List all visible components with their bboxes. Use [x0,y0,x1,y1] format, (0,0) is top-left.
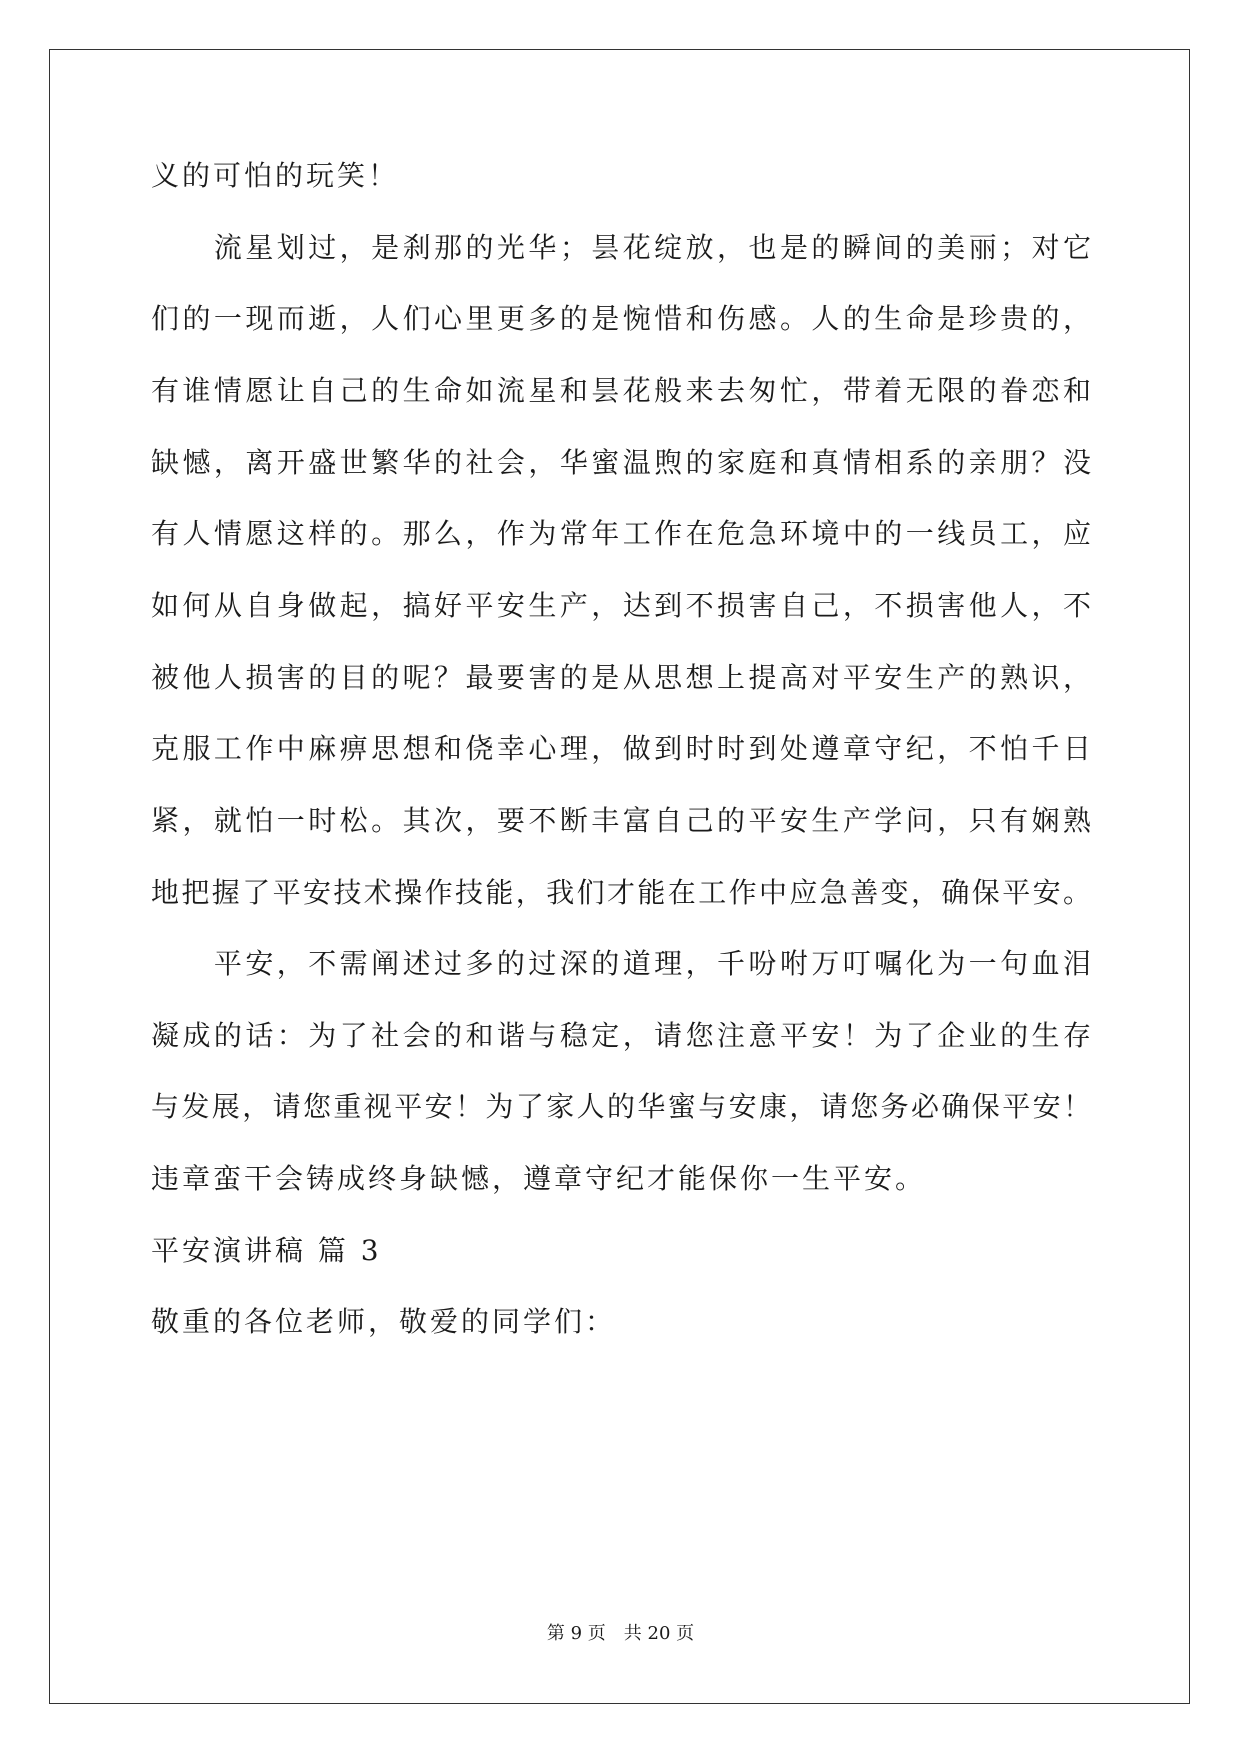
paragraph-line: 有谁情愿让自己的生命如流星和昙花般来去匆忙，带着无限的眷恋和 [151,374,1091,407]
paragraph-line: 如何从自身做起，搞好平安生产，达到不损害自己，不损害他人，不 [151,589,1091,622]
salutation-line: 敬重的各位老师，敬爱的同学们： [151,1305,617,1338]
paragraph-line: 地把握了平安技术操作技能，我们才能在工作中应急善变，确保平安。 [151,876,1091,909]
page-footer [0,1622,1241,1646]
text-line: 义的可怕的玩笑！ [151,159,400,192]
paragraph-line: 被他人损害的目的呢？最要害的是从思想上提高对平安生产的熟识， [151,661,1091,694]
paragraph-line: 流星划过，是刹那的光华；昙花绽放，也是的瞬间的美丽；对它 [151,231,1091,264]
paragraph-line: 平安，不需阐述过多的过深的道理，千吩咐万叮嘱化为一句血泪 [151,947,1091,980]
page-number-label: 第 9 页 共 20 页 [546,1623,695,1644]
paragraph-line: 违章蛮干会铸成终身缺憾，遵章守纪才能保你一生平安。 [151,1162,927,1195]
paragraph-line: 紧，就怕一时松。其次，要不断丰富自己的平安生产学问，只有娴熟 [151,804,1091,837]
paragraph-line: 有人情愿这样的。那么，作为常年工作在危急环境中的一线员工，应 [151,517,1091,550]
paragraph-line: 缺憾，离开盛世繁华的社会，华蜜温煦的家庭和真情相系的亲朋？没 [151,446,1091,479]
paragraph-line: 克服工作中麻痹思想和侥幸心理，做到时时到处遵章守纪，不怕千日 [151,732,1091,765]
paragraph-line: 与发展，请您重视平安！为了家人的华蜜与安康，请您务必确保平安！ [151,1090,1091,1123]
paragraph-line: 们的一现而逝，人们心里更多的是惋惜和伤感。人的生命是珍贵的， [151,302,1091,335]
section-heading: 平安演讲稿 篇 3 [151,1234,382,1267]
paragraph-line: 凝成的话：为了社会的和谐与稳定，请您注意平安！为了企业的生存 [151,1019,1091,1052]
